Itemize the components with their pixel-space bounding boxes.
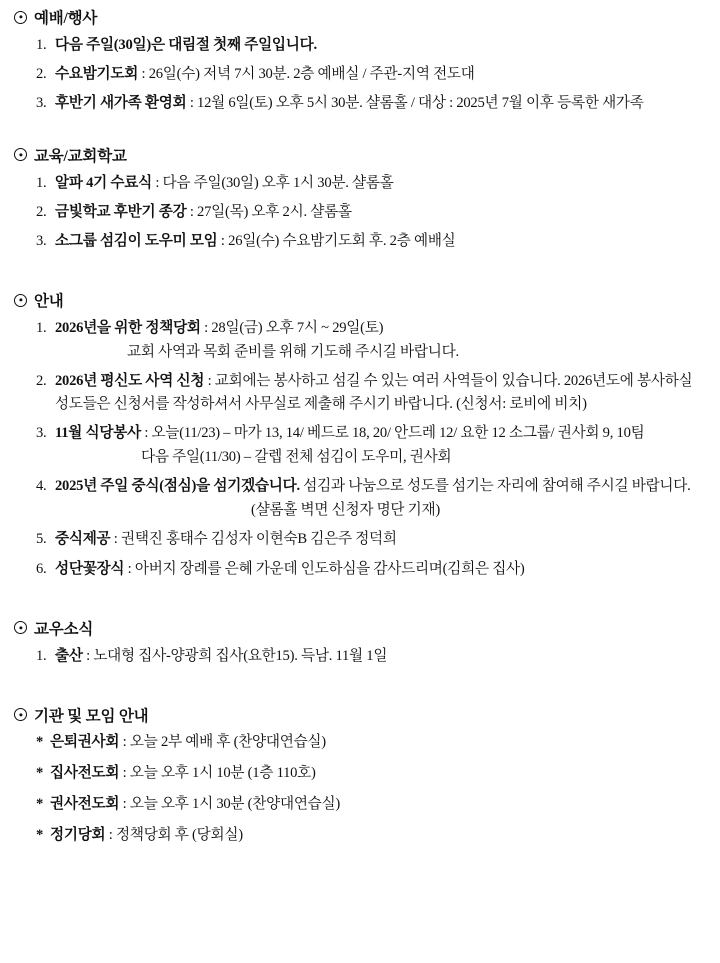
item-detail: 오늘 오후 1시 10분 (1층 110호) bbox=[129, 764, 316, 781]
item-number: 1. bbox=[36, 647, 47, 664]
list-item bbox=[36, 370, 706, 414]
list-item bbox=[36, 34, 706, 56]
section-heading bbox=[14, 617, 706, 639]
item-number: 1. bbox=[36, 174, 47, 191]
item-separator: : bbox=[124, 560, 135, 577]
item-lead: 정기당회 bbox=[50, 826, 106, 843]
item-subline: 다음 주일(11/30) – 갈렙 전체 섬김이 도우미, 권사회 bbox=[141, 448, 452, 465]
item-separator: : bbox=[140, 424, 152, 441]
list-item bbox=[36, 645, 706, 667]
item-lead: 성단꽃장식 bbox=[55, 560, 125, 577]
item-lead: 소그룹 섬김이 도우미 모임 bbox=[55, 232, 218, 249]
item-body bbox=[55, 317, 706, 363]
item-detail: 28일(금) 오후 7시 ~ 29일(토) bbox=[211, 320, 384, 337]
section-heading bbox=[14, 144, 706, 166]
item-lead: 2025년 주일 중식(점심)을 섬기겠습니다. bbox=[55, 478, 300, 495]
item-number: 5. bbox=[36, 531, 47, 548]
section-title: 예배/행사 bbox=[34, 10, 98, 27]
item-separator: : bbox=[110, 531, 121, 548]
item-number: 3. bbox=[36, 232, 47, 249]
section-item-list bbox=[14, 34, 706, 115]
list-item bbox=[36, 63, 706, 85]
item-number: 2. bbox=[36, 203, 47, 220]
item-separator: : bbox=[119, 795, 130, 812]
item-lead: 중식제공 bbox=[55, 531, 111, 548]
item-lead: 은퇴권사회 bbox=[50, 733, 120, 750]
item-number: 3. bbox=[36, 95, 47, 112]
item-number: 6. bbox=[36, 560, 47, 577]
item-lead: 후반기 새가족 환영회 bbox=[55, 95, 187, 112]
list-item bbox=[36, 172, 706, 194]
item-center-note: (샬롬홀 벽면 신청자 명단 기재) bbox=[251, 502, 440, 519]
item-body bbox=[50, 732, 326, 754]
circle-dot-icon bbox=[14, 11, 27, 24]
item-lead: 2026년 평신도 사역 신청 bbox=[55, 373, 205, 390]
item-detail: 권택진 홍태수 김성자 이현숙B 김은주 정덕희 bbox=[121, 531, 397, 548]
circle-dot-icon bbox=[14, 294, 27, 307]
item-separator: : bbox=[82, 647, 94, 664]
section-item-list bbox=[14, 645, 706, 667]
asterisk-icon: * bbox=[36, 764, 44, 781]
item-separator: : bbox=[119, 764, 130, 781]
item-body bbox=[50, 794, 340, 816]
asterisk-icon: * bbox=[36, 733, 44, 750]
item-number: 1. bbox=[36, 37, 47, 53]
item-body bbox=[55, 422, 706, 468]
item-separator: : bbox=[119, 733, 130, 750]
item-number: 1. bbox=[36, 320, 47, 337]
item-lead: 수요밤기도회 bbox=[55, 66, 139, 83]
section-title: 안내 bbox=[34, 293, 64, 311]
item-detail: 다음 주일(30일) 오후 1시 30분. 샬롬홀 bbox=[162, 174, 394, 191]
item-detail: 교회에는 봉사하고 섬길 수 있는 여러 사역들이 있습니다. 2026년도에 봉사하실 성도들은 신청서를 작성하셔서 사무실로 제출해 주시기 바랍니다. (신청서: 로비에 비치) bbox=[55, 373, 693, 412]
item-separator: : bbox=[186, 95, 198, 112]
item-body bbox=[50, 763, 316, 785]
item-body bbox=[55, 645, 706, 667]
item-separator: : bbox=[105, 826, 116, 843]
item-number: 2. bbox=[36, 66, 47, 83]
section-spacer bbox=[14, 674, 706, 704]
item-separator: : bbox=[138, 66, 149, 83]
list-item bbox=[36, 475, 706, 521]
list-item bbox=[36, 732, 706, 754]
section-title: 교우소식 bbox=[34, 620, 94, 638]
item-detail: 26일(수) 수요밤기도회 후. 2층 예배실 bbox=[228, 232, 456, 249]
item-lead: 알파 4기 수료식 bbox=[55, 174, 152, 191]
item-detail: 오늘 2부 예배 후 (찬양대연습실) bbox=[129, 733, 326, 750]
asterisk-icon: * bbox=[36, 826, 44, 843]
item-separator: : bbox=[186, 203, 198, 220]
list-item bbox=[36, 230, 706, 252]
item-separator: : bbox=[200, 320, 212, 337]
circle-dot-icon bbox=[14, 708, 27, 721]
list-item bbox=[36, 825, 706, 847]
item-lead: 11월 식당봉사 bbox=[55, 424, 141, 441]
item-detail: 섬김과 나눔으로 성도를 섬기는 자리에 참여해 주시길 바랍니다. bbox=[303, 478, 691, 495]
section-item-list bbox=[14, 317, 706, 580]
section-spacer bbox=[14, 122, 706, 144]
item-body bbox=[55, 370, 706, 414]
circle-dot-icon bbox=[14, 148, 27, 161]
list-item bbox=[36, 763, 706, 785]
item-detail: 아버지 장례를 은혜 가운데 인도하심을 감사드리며(김희은 집사) bbox=[134, 560, 525, 577]
item-lead: 권사전도회 bbox=[50, 795, 120, 812]
item-detail: 정책당회 후 (당회실) bbox=[116, 826, 243, 843]
item-detail: 오늘 오후 1시 30분 (찬양대연습실) bbox=[129, 795, 340, 812]
item-detail: 26일(수) 저녁 7시 30분. 2층 예배실 / 주관-지역 전도대 bbox=[148, 66, 475, 83]
list-item bbox=[36, 558, 706, 580]
item-body bbox=[55, 230, 706, 252]
list-item bbox=[36, 794, 706, 816]
item-detail: 27일(목) 오후 2시. 샬롬홀 bbox=[197, 203, 352, 220]
item-body bbox=[55, 201, 706, 223]
item-separator: : bbox=[204, 373, 215, 390]
item-body bbox=[55, 34, 706, 56]
item-body bbox=[55, 558, 706, 580]
item-lead: 출산 bbox=[55, 647, 83, 664]
section-organizations-meetings bbox=[14, 704, 706, 847]
list-item bbox=[36, 528, 706, 550]
section-item-list bbox=[14, 732, 706, 847]
section-announcements bbox=[14, 289, 706, 580]
item-separator: : bbox=[151, 174, 163, 191]
section-spacer bbox=[14, 587, 706, 617]
item-body bbox=[55, 92, 706, 114]
list-item bbox=[36, 317, 706, 363]
section-title: 교육/교회학교 bbox=[34, 147, 127, 165]
section-item-list bbox=[14, 172, 706, 253]
item-lead: 집사전도회 bbox=[50, 764, 120, 781]
section-title: 기관 및 모임 안내 bbox=[34, 707, 149, 725]
list-item bbox=[36, 201, 706, 223]
item-separator: : bbox=[217, 232, 229, 249]
item-detail: 노대형 집사-양광희 집사(요한15). 득남. 11월 1일 bbox=[93, 647, 388, 664]
item-subline: 교회 사역과 목회 준비를 위해 기도해 주시길 바랍니다. bbox=[127, 344, 459, 361]
item-body bbox=[55, 528, 706, 550]
item-number: 2. bbox=[36, 373, 47, 390]
section-heading bbox=[14, 6, 706, 28]
list-item bbox=[36, 422, 706, 468]
item-body bbox=[55, 475, 706, 521]
section-member-news bbox=[14, 617, 706, 667]
section-worship-events bbox=[14, 6, 706, 115]
section-education-church-school bbox=[14, 144, 706, 253]
item-body bbox=[55, 63, 706, 85]
list-item bbox=[36, 92, 706, 114]
asterisk-icon: * bbox=[36, 795, 44, 812]
item-detail: 오늘(11/23) – 마가 13, 14/ 베드로 18, 20/ 안드레 12/ 요한 12 소그룹/ 권사회 9, 10팀 bbox=[151, 424, 645, 441]
item-body bbox=[55, 172, 706, 194]
section-heading bbox=[14, 704, 706, 726]
item-number: 4. bbox=[36, 478, 47, 495]
item-detail: 12월 6일(토) 오후 5시 30분. 샬롬홀 / 대상 : 2025년 7월 이후 등록한 새가족 bbox=[197, 95, 644, 112]
section-heading bbox=[14, 289, 706, 311]
item-lead: 2026년을 위한 정책당회 bbox=[55, 320, 201, 337]
item-lead: 다음 주일(30일)은 대림절 첫째 주일입니다. bbox=[55, 37, 317, 53]
item-lead: 금빛학교 후반기 종강 bbox=[55, 203, 187, 220]
item-number: 3. bbox=[36, 424, 47, 441]
section-spacer bbox=[14, 259, 706, 289]
item-body bbox=[50, 825, 243, 847]
circle-dot-icon bbox=[14, 621, 27, 634]
